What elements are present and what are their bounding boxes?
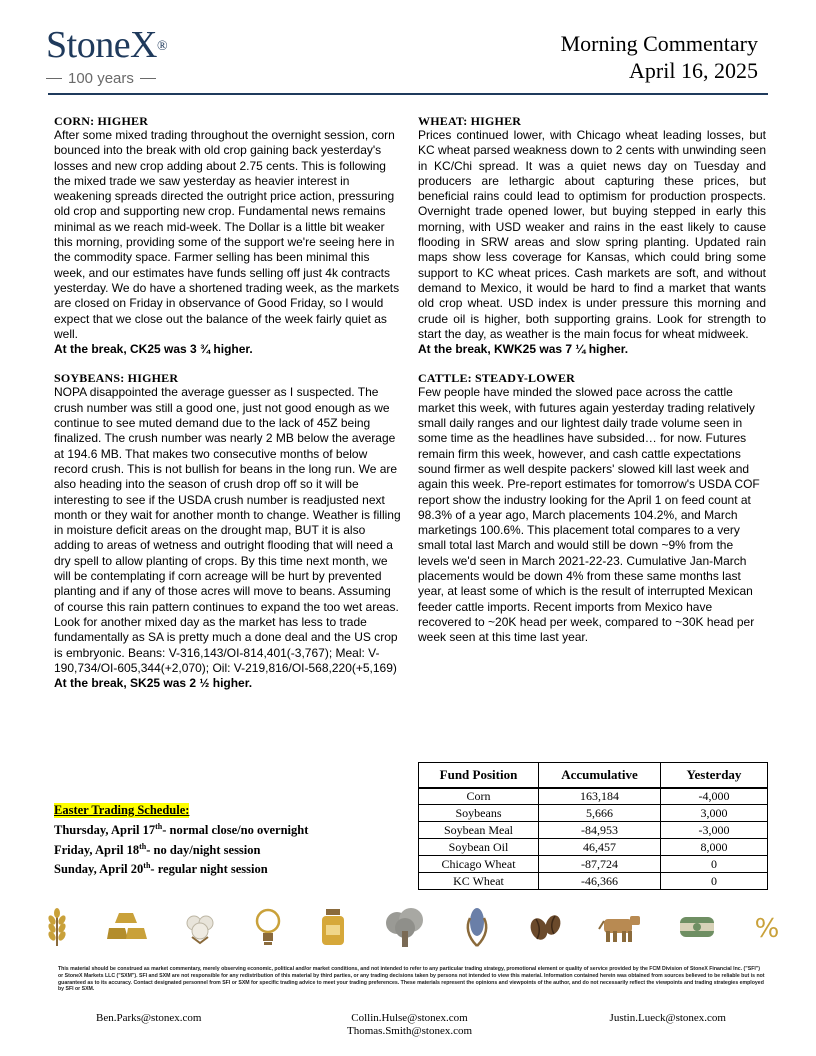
table-cell: 163,184 — [539, 788, 661, 805]
corn-icon — [462, 906, 492, 948]
email-justin-lueck[interactable]: Justin.Lueck@stonex.com — [609, 1012, 726, 1024]
table-cell: -46,366 — [539, 873, 661, 890]
stonex-logo — [46, 26, 167, 87]
soybeans-commentary: NOPA disappointed the average guesser as I suspected. The crush number was still a good one, just not good enough as we continue to see muted demand due to the lack of 45Z being finalized. The crush number was nearly 2 MB below the average at 194.6 MB. That makes two consecutive months of below record crush. This is not bullish for beans in the long run. We are also heading into the season of crush drop off so it will be interesting to see if the USDA crush number is readjusted next month or they wait for another month to change. Weather is filling in moisture deficit areas on the drought map, BUT it is also adding to areas of wetness and outright flooding that will need a dry spell to allow planting of crops. By this time next month, we will be contemplating if corn acreage will be hurt by prevented planting and if any of those acres will move to beans. Assuming of course this rain pattern continues to expand the too wet areas. Look for another mixed day as the market has less to trade fundamentally as SA is pretty much a done deal and the US crop is embryonic. Beans: V-316,143/OI-814,401(-3,767); Meal: V-190,734/OI-605,344(+2,070); Oil: V-219,816/OI-568,220(+5,169) — [54, 385, 401, 675]
table-cell: -4,000 — [661, 788, 768, 805]
table-cell: -84,953 — [539, 822, 661, 839]
percent-icon — [752, 911, 782, 943]
table-cell: 46,457 — [539, 839, 661, 856]
document-date: April 16, 2025 — [629, 58, 758, 83]
column-header: Fund Position — [419, 763, 539, 788]
easter-line-thursday: Thursday, April 17th- normal close/no overnight — [54, 822, 309, 838]
legal-disclaimer: This material should be construed as market commentary, merely observing economic, political and/or market conditions, and not intended to refer to any particular trading strategy, promotional element or quality of service provided by the FCM Division of StoneX Financial Inc. ("SFI") or StoneX Markets LLC ("SXM"). SFI and SXM are not responsible for any redistribution of this material by third parties, or any trading decisions taken by persons not intended to view this material. Information contained herein was obtained from sources believed to be reliable but is not guaranteed as to its accuracy. Contact designated personnel from SFI or SXM for specific trading advice to meet your trading preferences. These materials represent the opinions and viewpoints of the author, and do not necessarily reflect the viewpoints and trading strategies employed by SFI or SXM. — [58, 966, 765, 993]
table-cell: 8,000 — [661, 839, 768, 856]
table-cell: 0 — [661, 856, 768, 873]
corn-heading: CORN: HIGHER — [54, 114, 149, 128]
lightbulb-icon — [253, 907, 283, 947]
document-title: Morning Commentary — [560, 31, 758, 56]
left-column — [54, 114, 404, 691]
money-roll-icon — [677, 911, 717, 943]
cattle-heading: CATTLE: STEADY-LOWER — [418, 371, 576, 386]
tagline-dash-left — [46, 78, 62, 79]
fund-position-table — [418, 762, 768, 890]
cattle-commentary: Few people have minded the slowed pace across the cattle market this week, with futures again yesterday trading relatively small daily ranges and our lightest daily trade volume seen in some time as the headlines have subsided… for now. Futures remain firm this week, however, and cash cattle expectations sound firmer as well despite packers' slowed kill last week and again this week. Pre-report estimates for tomorrow's USDA COF report show the industry looking for the April 1 on feed count at 98.3% of a year ago, March placements 104.2%, and March marketings 100.6%. This placement total compares to a very small total last March and would still be down ~9% from the levels we'd seen in March 2021-22-23. Cumulative Jan-March placements would be down 4% from these same months last year, at least some of which is the result of interrupted Mexican feeder cattle imports. Recent imports from Mexico have recovered to ~20K head per week, compared to ~30K head per week seen at this time last year. — [418, 385, 760, 645]
svg-text:%: % — [754, 914, 780, 943]
easter-line-sunday: Sunday, April 20th- regular night session — [54, 861, 268, 877]
table-cell: 0 — [661, 873, 768, 890]
table-row — [419, 873, 768, 890]
wheat-icon — [42, 907, 72, 947]
corn-commentary: After some mixed trading throughout the overnight session, corn bounced into the break with old crop gaining back yesterday's losses and new crop adding about 2.75 cents. This is following the mixed trade we saw yesterday as heavier interest in weakening spreads directed the outright price action, pressuring old crop and supporting new crop. Fundamental news remains minimal as we reach mid-week. The Dollar is a little bit weaker this morning, providing some of the support we're seeing here in the commodity space. Farmer selling has been minimal this week, and our estimates have funds selling off just 4k contracts yesterday. We do have a shortened trading week, as the markets are closed on Friday in observance of Good Friday, so I would expect that we close out the balance of the week fairly quiet as well. — [54, 128, 400, 341]
table-cell: Corn — [419, 788, 539, 805]
cotton-icon — [182, 909, 218, 945]
wheat-heading: WHEAT: HIGHER — [418, 114, 522, 128]
column-header: Yesterday — [661, 763, 768, 788]
table-row — [419, 856, 768, 873]
tree-icon — [383, 907, 427, 947]
cattle-icon — [598, 911, 642, 943]
document-title-block — [561, 30, 758, 84]
table-row — [419, 805, 768, 822]
table-cell: Chicago Wheat — [419, 856, 539, 873]
email-collin-hulse[interactable]: Collin.Hulse@stonex.com — [351, 1012, 468, 1024]
table-header-row — [419, 763, 768, 788]
table-cell: 3,000 — [661, 805, 768, 822]
contact-middle — [347, 1012, 472, 1037]
table-cell: -87,724 — [539, 856, 661, 873]
table-cell: -3,000 — [661, 822, 768, 839]
table-row — [419, 788, 768, 805]
table-cell: KC Wheat — [419, 873, 539, 890]
wheat-commentary: Prices continued lower, with Chicago wheat leading losses, but KC wheat parsed weakness down to 2 cents with unwinding seen in KC/Chi spread. It was a quiet news day on Tuesday and producers are lethargic about capturing these prices, but beneficial rains could lead to optimism for production prospects. Overnight trade opened lower, but buying stepped in early this morning, with USD weaker and rains in the east likely to cause flooding in SRW areas and slow spring planting. Updated rain maps show less coverage for Kansas, which could bring some support to KC wheat prices. Cash markets are soft, and without demand to Mexico, it would be hard to find a market that wants old crop wheat. USD index is under pressure this morning and crude oil is higher, both supporting grains. Look for strength to start the day, as weather is the main focus for wheat midweek. — [418, 128, 766, 341]
email-thomas-smith[interactable]: Thomas.Smith@stonex.com — [347, 1024, 473, 1037]
soybeans-heading: SOYBEANS: HIGHER — [54, 371, 179, 386]
logo-tagline — [46, 70, 167, 87]
honey-jar-icon — [318, 907, 348, 947]
easter-schedule-title: Easter Trading Schedule: — [54, 803, 190, 817]
commodity-icon-strip — [42, 905, 782, 949]
table-cell: Soybeans — [419, 805, 539, 822]
email-ben-parks[interactable]: Ben.Parks@stonex.com — [96, 1012, 202, 1024]
right-column — [418, 114, 766, 646]
soybeans-break-price: At the break, SK25 was 2 ½ higher. — [54, 676, 253, 691]
table-cell: Soybean Oil — [419, 839, 539, 856]
contact-left — [96, 1012, 201, 1025]
table-row — [419, 822, 768, 839]
tagline-dash-right — [140, 78, 156, 79]
contact-right — [610, 1012, 726, 1025]
wheat-break-price: At the break, KWK25 was 7 ¼ higher. — [418, 342, 629, 357]
gold-bars-icon — [107, 911, 147, 943]
corn-break-price: At the break, CK25 was 3 ¾ higher. — [54, 342, 253, 357]
table-row — [419, 839, 768, 856]
table-cell: Soybean Meal — [419, 822, 539, 839]
header-divider — [48, 93, 768, 95]
logo-name: StoneX® — [46, 24, 168, 66]
column-header: Accumulative — [539, 763, 661, 788]
logo-years-text: 100 years — [68, 70, 134, 87]
coffee-beans-icon — [527, 911, 563, 943]
table-cell: 5,666 — [539, 805, 661, 822]
easter-line-friday: Friday, April 18th- no day/night session — [54, 841, 261, 857]
easter-schedule — [54, 801, 404, 878]
